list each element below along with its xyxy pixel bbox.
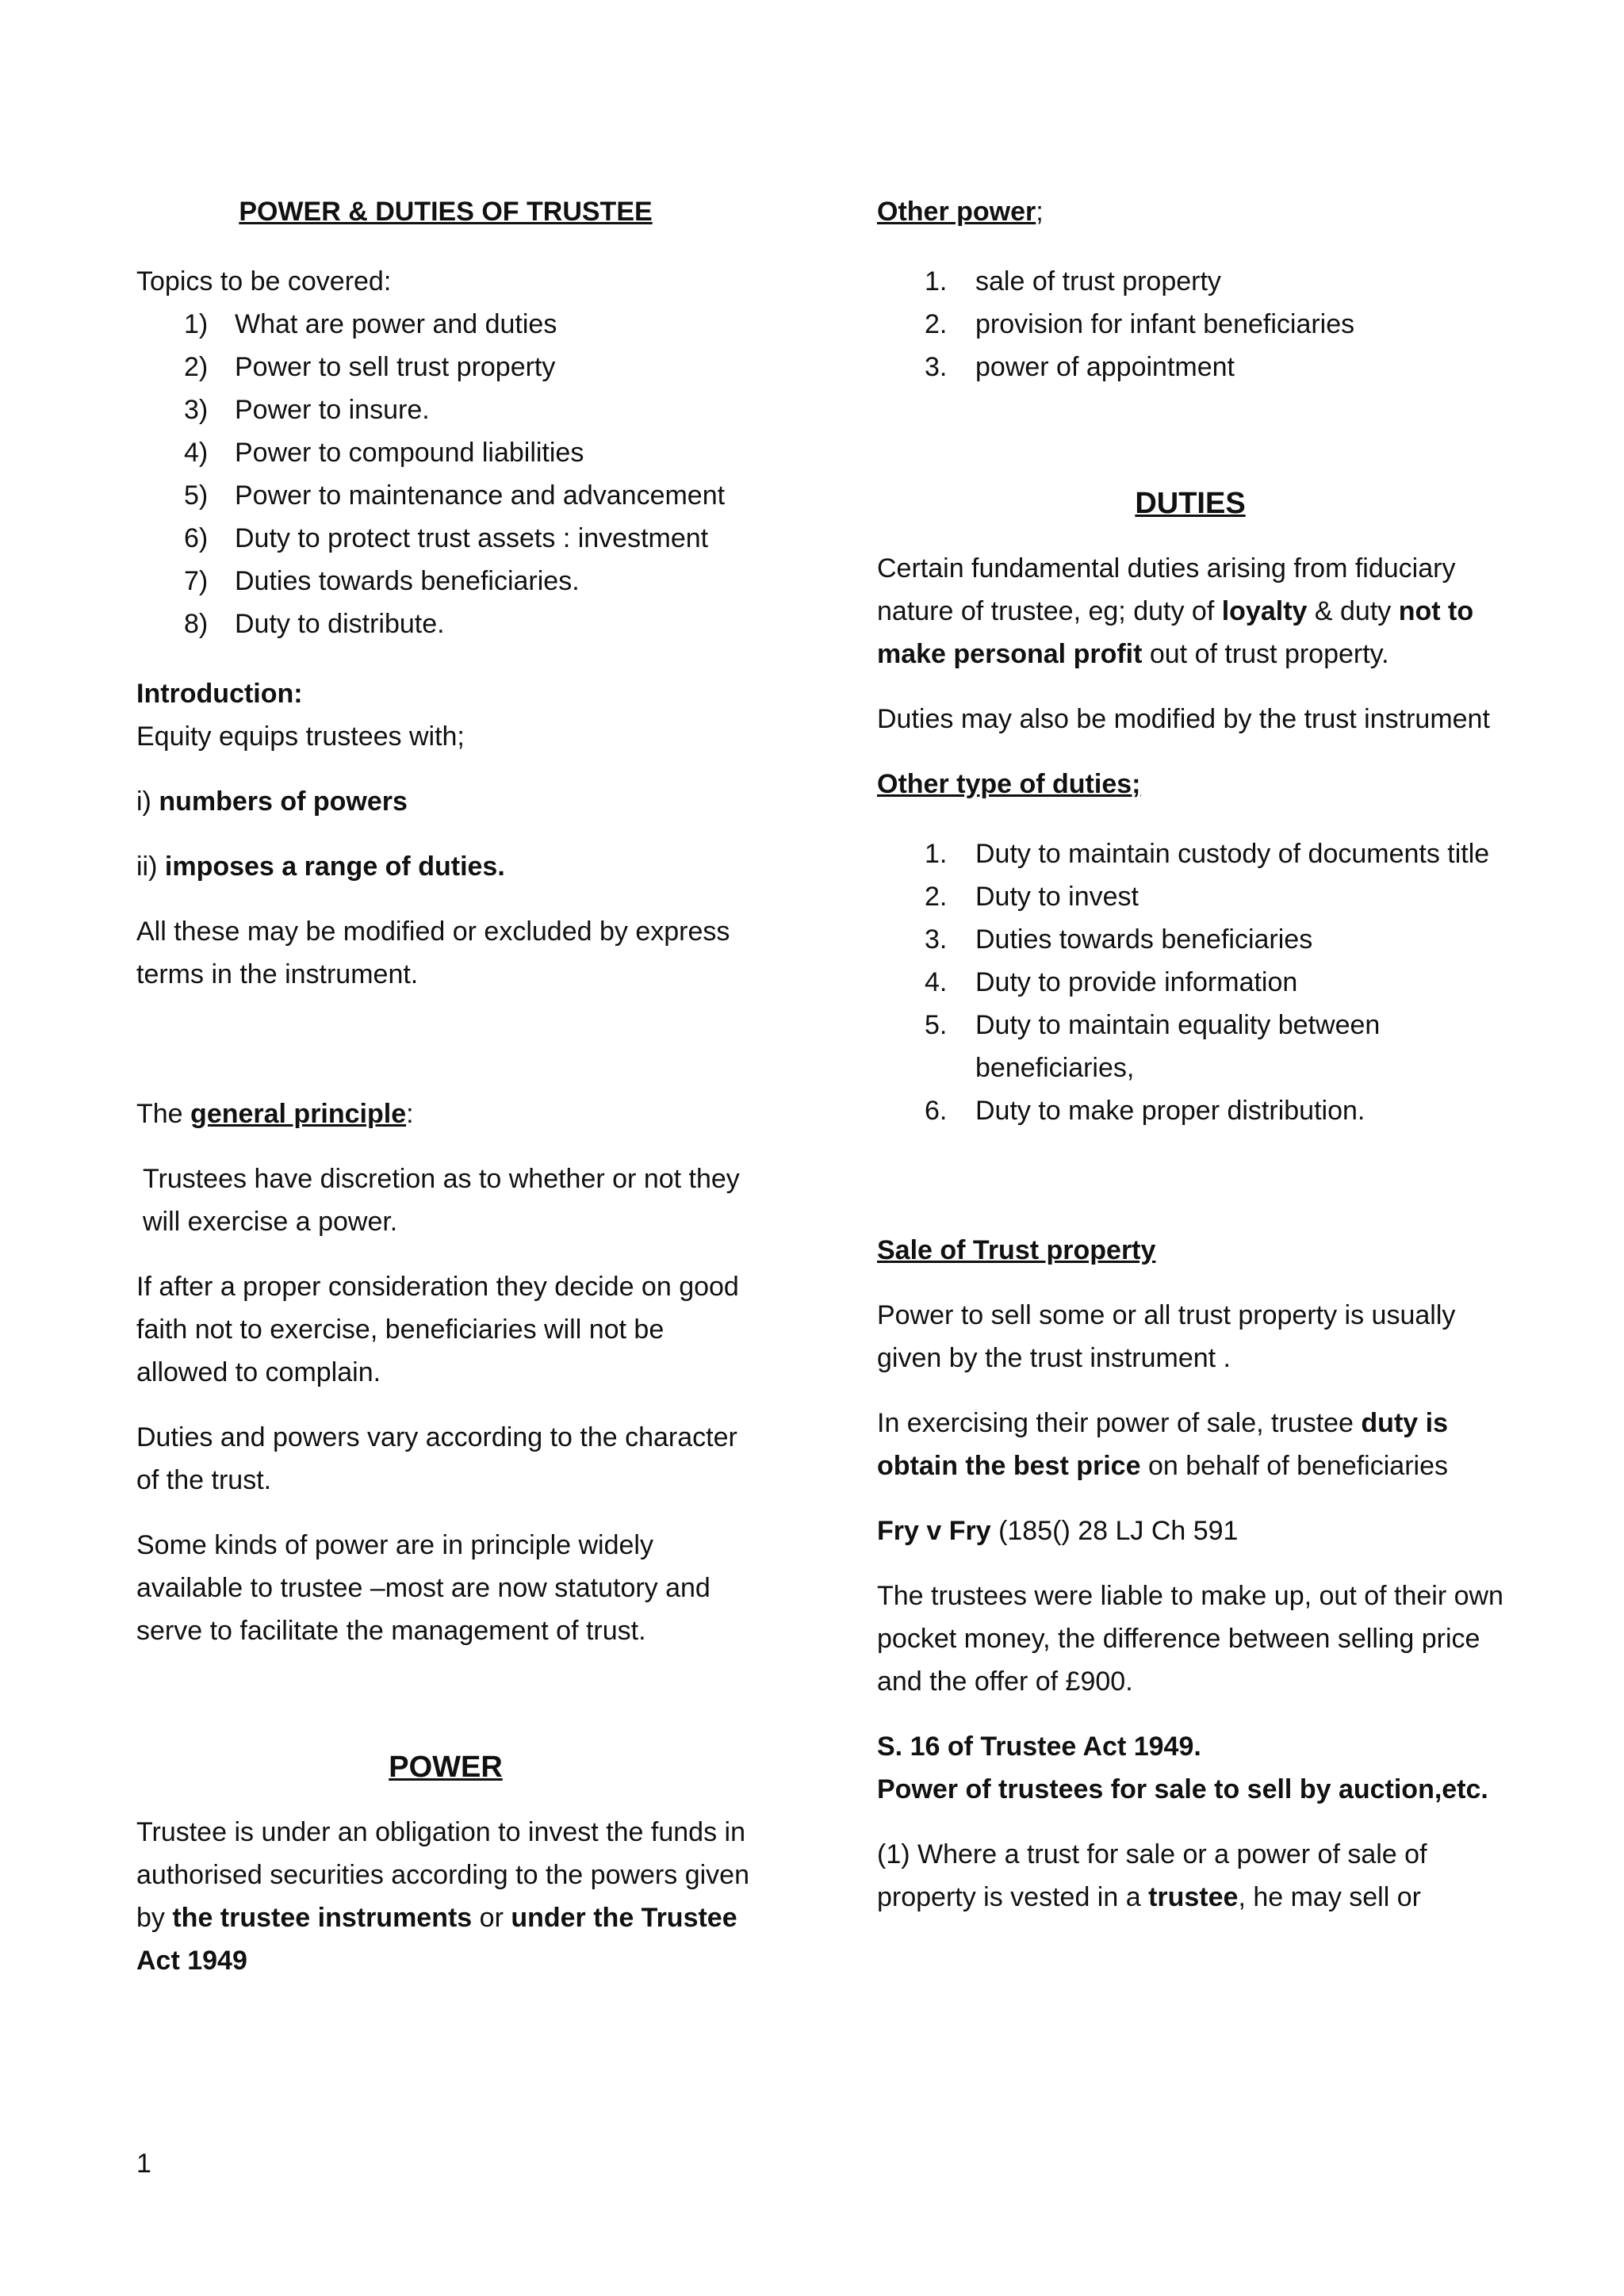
- other-powers-list: [877, 260, 1503, 388]
- list-item: 6. Duty to make proper distribution.: [925, 1096, 1365, 1126]
- vary-paragraph: Duties and powers vary according to the character of the trust.: [136, 1422, 737, 1495]
- other-power-label: Other power;: [877, 197, 1044, 227]
- case-citation: Fry v Fry (185() 28 LJ Ch 591: [877, 1516, 1239, 1546]
- s16-heading-line1: S. 16 of Trustee Act 1949.: [877, 1732, 1201, 1762]
- other-duties-label: Other type of duties;: [877, 769, 1141, 799]
- best-price-paragraph: In exercising their power of sale, trustee duty is obtain the best price on behalf of beneficiaries: [877, 1408, 1448, 1481]
- list-item: 4. Duty to provide information: [925, 967, 1298, 997]
- power-heading: POWER: [389, 1751, 503, 1784]
- sale-paragraph: Power to sell some or all trust property is usually given by the trust instrument .: [877, 1300, 1456, 1373]
- list-item: 1) What are power and duties: [184, 309, 557, 339]
- intro-item-ii: ii) imposes a range of duties.: [136, 851, 505, 882]
- s16-paragraph: (1) Where a trust for sale or a power of sale of property is vested in a trustee, he may sell or: [877, 1839, 1427, 1912]
- sale-heading: Sale of Trust property: [877, 1235, 1156, 1265]
- list-item: 5. Duty to maintain equality between beneficiaries,: [925, 1010, 1381, 1083]
- topics-label: Topics to be covered:: [136, 266, 392, 297]
- s16-heading-line2: Power of trustees for sale to sell by auction,etc.: [877, 1774, 1488, 1804]
- discretion-paragraph: Trustees have discretion as to whether or not they will exercise a power.: [143, 1164, 740, 1237]
- duties-modified-paragraph: Duties may also be modified by the trust instrument: [877, 704, 1490, 734]
- list-item: 2. provision for infant beneficiaries: [925, 309, 1355, 339]
- general-principle-line: The general principle:: [136, 1099, 414, 1129]
- duties-heading: DUTIES: [1135, 487, 1246, 520]
- list-item: 6) Duty to protect trust assets : investment: [184, 523, 709, 553]
- list-item: 5) Power to maintenance and advancement: [184, 480, 726, 511]
- list-item: 1. sale of trust property: [925, 266, 1221, 297]
- case-paragraph: The trustees were liable to make up, out of their own pocket money, the difference between selling price and the offer of £900.: [877, 1581, 1503, 1697]
- list-item: 2. Duty to invest: [925, 882, 1139, 912]
- topics-list: [136, 303, 755, 645]
- page-number: 1: [136, 2149, 151, 2179]
- list-item: 2) Power to sell trust property: [184, 352, 556, 382]
- intro-text: Equity equips trustees with;: [136, 721, 465, 752]
- right-column: [877, 190, 1503, 1919]
- modified-paragraph: All these may be modified or excluded by express terms in the instrument.: [136, 916, 730, 989]
- list-item: 8) Duty to distribute.: [184, 609, 445, 639]
- fundamental-duties-paragraph: Certain fundamental duties arising from fiduciary nature of trustee, eg; duty of loyalty & duty not to make personal profit out of trust property.: [877, 553, 1474, 669]
- list-item: 4) Power to compound liabilities: [184, 438, 584, 468]
- list-item: 3. power of appointment: [925, 352, 1235, 382]
- kinds-paragraph: Some kinds of power are in principle widely available to trustee –most are now statutory and serve to facilitate the management of trust.: [136, 1530, 710, 1646]
- other-duties-list: [877, 832, 1503, 1132]
- list-item: 1. Duty to maintain custody of documents title: [925, 839, 1490, 869]
- document-title: POWER & DUTIES OF TRUSTEE: [239, 197, 653, 227]
- intro-item-i: i) numbers of powers: [136, 786, 408, 817]
- power-paragraph: Trustee is under an obligation to invest the funds in authorised securities according to the powers given by the trustee instruments or under the Trustee Act 1949: [136, 1817, 749, 1976]
- intro-heading: Introduction:: [136, 679, 303, 709]
- list-item: 3. Duties towards beneficiaries: [925, 924, 1313, 955]
- list-item: 3) Power to insure.: [184, 395, 430, 425]
- list-item: 7) Duties towards beneficiaries.: [184, 566, 580, 596]
- good-faith-paragraph: If after a proper consideration they decide on good faith not to exercise, beneficiaries will not be allowed to complain.: [136, 1272, 739, 1387]
- left-column: [136, 190, 755, 1982]
